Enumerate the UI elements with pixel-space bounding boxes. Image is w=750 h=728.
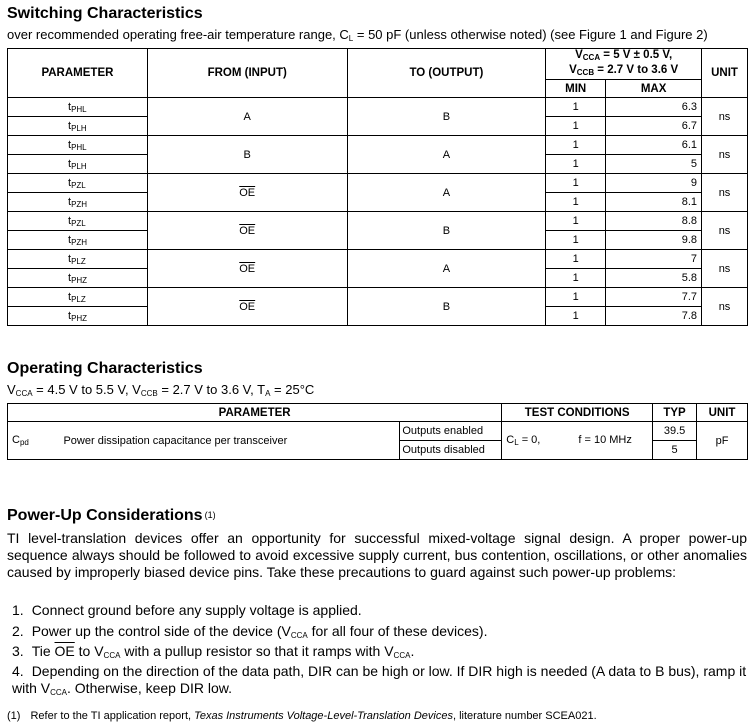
- table-row: [8, 98, 748, 117]
- max-cell: 8.1: [606, 193, 702, 212]
- switching-title: Switching Characteristics: [7, 5, 203, 22]
- to-cell: A: [347, 174, 546, 212]
- param-cell: $t_{PHZ}$: [8, 307, 148, 326]
- max-cell: 8.8: [606, 212, 702, 231]
- to-cell: B: [347, 288, 546, 326]
- to-cell: A: [347, 250, 546, 288]
- switching-table: [7, 48, 748, 326]
- list-item: 1. Connect ground before any supply voltage is applied.: [12, 602, 362, 618]
- op-typ-disabled: 5: [653, 441, 697, 460]
- list-item: 4. Depending on the direction of the data path, DIR can be high or low. If DIR high is needed (A data to B bus), ramp it with $V_{CCA}$. Otherwise, keep DIR low.: [12, 663, 747, 697]
- op-row-disabled: Outputs disabled: [400, 441, 502, 460]
- param-cell: $t_{PZL}$: [8, 174, 148, 193]
- operating-conditions: $V_{CCA} = 4.5$ V to 5.5 V, $V_{CCB} = 2.7$ V to 3.6 V, $T_A = 25^\circ C$: [7, 382, 315, 398]
- op-header-parameter: PARAMETER: [8, 404, 502, 422]
- max-cell: 9: [606, 174, 702, 193]
- min-cell: 1: [546, 212, 606, 231]
- table-row: [8, 212, 748, 231]
- param-cell: $t_{PZH}$: [8, 231, 148, 250]
- from-cell: $\overline{OE}$: [147, 174, 347, 212]
- min-cell: 1: [546, 307, 606, 326]
- table-row: [8, 250, 748, 269]
- table-row: [8, 288, 748, 307]
- powerup-title: Power-Up Considerations (1): [7, 507, 216, 524]
- header-min: MIN: [546, 80, 606, 98]
- unit-cell: ns: [702, 212, 748, 250]
- max-cell: 9.8: [606, 231, 702, 250]
- param-cell: $t_{PLH}$: [8, 117, 148, 136]
- op-typ-enabled: 39.5: [653, 422, 697, 441]
- max-cell: 6.1: [606, 136, 702, 155]
- param-cell: $t_{PLZ}$: [8, 250, 148, 269]
- max-cell: 7.8: [606, 307, 702, 326]
- unit-cell: ns: [702, 288, 748, 326]
- min-cell: 1: [546, 231, 606, 250]
- header-unit: UNIT: [702, 49, 748, 98]
- footnote: (1) Refer to the TI application report, Texas Instruments Voltage-Level-Translation Devices, literature number SCEA021.: [7, 710, 597, 722]
- min-cell: 1: [546, 288, 606, 307]
- min-cell: 1: [546, 250, 606, 269]
- unit-cell: ns: [702, 174, 748, 212]
- header-from: FROM (INPUT): [147, 49, 347, 98]
- op-header-typ: TYP: [653, 404, 697, 422]
- param-cell: $t_{PHZ}$: [8, 269, 148, 288]
- param-cell: $t_{PLH}$: [8, 155, 148, 174]
- min-cell: 1: [546, 155, 606, 174]
- list-item: 3. Tie $\overline{OE}$ to $V_{CCA}$ with a pullup resistor so that it ramps with $V_{CCA}$.: [12, 643, 415, 660]
- min-cell: 1: [546, 136, 606, 155]
- op-description: Power dissipation capacitance per transceiver: [37, 422, 399, 460]
- max-cell: 5: [606, 155, 702, 174]
- header-parameter: PARAMETER: [8, 49, 148, 98]
- param-cell: $t_{PZL}$: [8, 212, 148, 231]
- op-header-unit: UNIT: [697, 404, 748, 422]
- operating-title: Operating Characteristics: [7, 360, 203, 377]
- powerup-intro: TI level-translation devices offer an opportunity for successful mixed-voltage signal design. A proper power-up sequence always should be followed to avoid excessive supply current, bus contention, oscillations, or other anomalies caused by improperly biased device pins. Take these precautions to guard against such power-up problems:: [7, 530, 747, 580]
- max-cell: 7.7: [606, 288, 702, 307]
- unit-cell: ns: [702, 136, 748, 174]
- from-cell: $\overline{OE}$: [147, 250, 347, 288]
- max-cell: 5.8: [606, 269, 702, 288]
- header-max: MAX: [606, 80, 702, 98]
- param-cell: $t_{PLZ}$: [8, 288, 148, 307]
- switching-subtitle: over recommended operating free-air temperature range, $C_L = 50$ pF (unless otherwise noted) (see Figure 1 and Figure 2): [7, 27, 708, 43]
- to-cell: A: [347, 136, 546, 174]
- param-cell: $t_{PZH}$: [8, 193, 148, 212]
- header-to: TO (OUTPUT): [347, 49, 546, 98]
- from-cell: B: [147, 136, 347, 174]
- op-row-enabled: Outputs enabled: [400, 422, 502, 441]
- max-cell: 6.3: [606, 98, 702, 117]
- max-cell: 6.7: [606, 117, 702, 136]
- min-cell: 1: [546, 269, 606, 288]
- min-cell: 1: [546, 98, 606, 117]
- unit-cell: ns: [702, 98, 748, 136]
- header-conditions: $V_{CCA} = 5$ V ± 0.5 V, $V_{CCB} = 2.7$ V to 3.6 V: [546, 49, 702, 80]
- from-cell: $\overline{OE}$: [147, 212, 347, 250]
- min-cell: 1: [546, 193, 606, 212]
- table-row: [8, 174, 748, 193]
- to-cell: B: [347, 212, 546, 250]
- param-cell: $t_{PHL}$: [8, 98, 148, 117]
- min-cell: 1: [546, 117, 606, 136]
- op-header-test: TEST CONDITIONS: [502, 404, 653, 422]
- unit-cell: ns: [702, 250, 748, 288]
- max-cell: 7: [606, 250, 702, 269]
- op-unit: pF: [697, 422, 748, 460]
- op-test-conditions: $C_L = 0$, f = 10 MHz: [502, 422, 653, 460]
- from-cell: $\overline{OE}$: [147, 288, 347, 326]
- table-row: [8, 136, 748, 155]
- from-cell: A: [147, 98, 347, 136]
- operating-table: [7, 403, 748, 460]
- op-symbol: $C_{pd}$: [8, 422, 38, 460]
- list-item: 2. Power up the control side of the device ($V_{CCA}$ for all four of these devices).: [12, 623, 488, 640]
- to-cell: B: [347, 98, 546, 136]
- min-cell: 1: [546, 174, 606, 193]
- param-cell: $t_{PHL}$: [8, 136, 148, 155]
